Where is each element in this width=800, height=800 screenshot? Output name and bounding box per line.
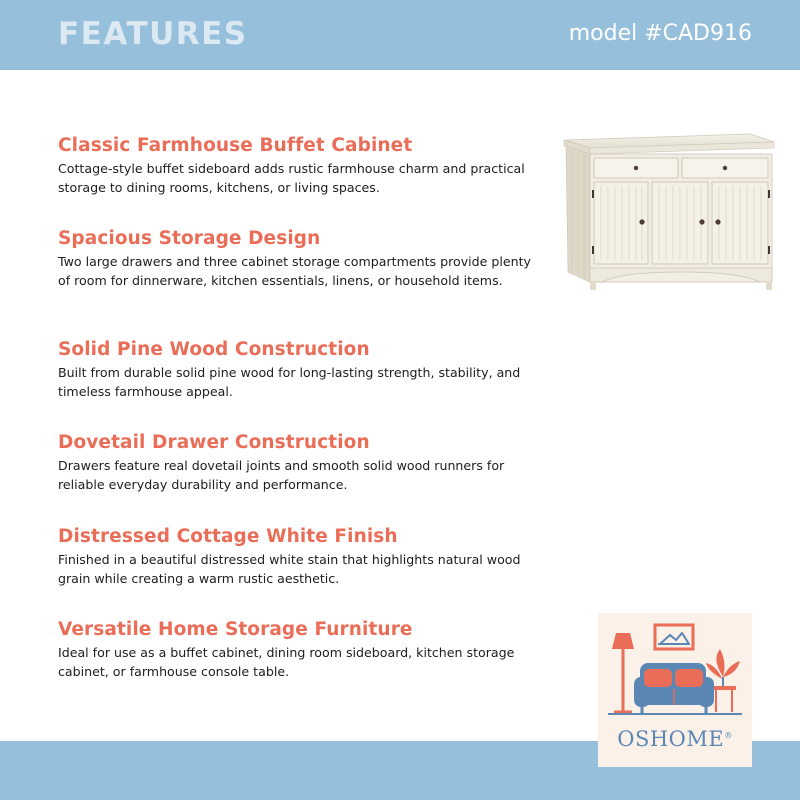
brand-name: OSHOME® [617, 727, 733, 751]
feature-item [58, 619, 538, 681]
feature-title: Versatile Home Storage Furniture [58, 619, 413, 640]
cabinet-product-image [560, 132, 775, 292]
feature-item [58, 135, 538, 197]
page-title: FEATURES [58, 16, 248, 52]
brand-logo [598, 613, 752, 767]
feature-description: Ideal for use as a buffet cabinet, dining room sideboard, kitchen storage cabinet, or farmhouse console table. [58, 645, 515, 679]
feature-description: Finished in a beautiful distressed white stain that highlights natural wood grain while creating a warm rustic aesthetic. [58, 552, 521, 586]
feature-item [58, 228, 538, 290]
feature-description: Two large drawers and three cabinet storage compartments provide plenty of room for dinnerware, kitchen essentials, linens, or household items. [58, 254, 532, 288]
feature-title: Classic Farmhouse Buffet Cabinet [58, 135, 413, 156]
feature-title: Dovetail Drawer Construction [58, 432, 370, 453]
header-band [0, 0, 800, 70]
feature-item [58, 339, 538, 401]
feature-item [58, 526, 538, 588]
feature-title: Distressed Cottage White Finish [58, 526, 398, 547]
feature-description: Drawers feature real dovetail joints and smooth solid wood runners for reliable everyday durability and performance. [58, 458, 505, 492]
feature-title: Solid Pine Wood Construction [58, 339, 370, 360]
feature-description: Cottage-style buffet sideboard adds rustic farmhouse charm and practical storage to dining rooms, kitchens, or living spaces. [58, 161, 525, 195]
feature-title: Spacious Storage Design [58, 228, 321, 249]
model-number: model #CAD916 [568, 21, 752, 46]
feature-item [58, 432, 538, 494]
feature-description: Built from durable solid pine wood for long-lasting strength, stability, and timeless farmhouse appeal. [58, 365, 521, 399]
